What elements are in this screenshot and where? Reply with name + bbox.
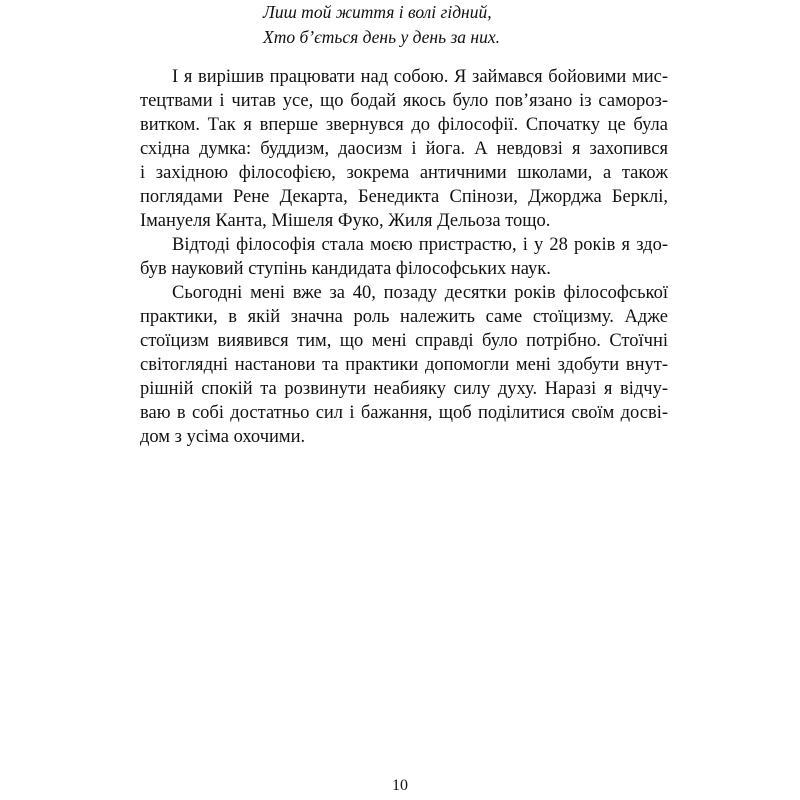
text-line: поглядами Рене Декарта, Бенедикта Спінози, Джорджа Берклі,	[140, 187, 668, 207]
text-line: і західною філософією, зокрема античними школами, а також	[140, 163, 668, 183]
text-line: східна думка: буддизм, даосизм і йога. А невдовзі я захопився	[140, 139, 668, 159]
text-line: стоїцизм виявився тим, що мені справді було потрібно. Стоїчні	[140, 331, 668, 351]
text-line: світоглядні настанови та практики допомогли мені здобути внут-	[140, 355, 668, 375]
text-line: Імануеля Канта, Мішеля Фуко, Жиля Дельоза тощо.	[140, 211, 551, 231]
text-line: практики, в якій значна роль належить саме стоїцизму. Адже	[140, 307, 668, 327]
epigraph	[263, 0, 500, 50]
text-line: тецтвами і читав усе, що бодай якось було пов’язано із саморoз-	[140, 91, 668, 111]
text-line: ваю в собі достатньо сил і бажання, щоб поділитися своїм досві-	[140, 403, 668, 423]
page-number: 10	[392, 777, 408, 794]
text-line: дом з усіма охочими.	[140, 427, 306, 447]
text-line: Відтоді філософія стала моєю пристрастю, і у 28 років я здо-	[172, 235, 668, 255]
text-line: витком. Так я вперше звернувся до філософії. Спочатку це була	[140, 115, 668, 135]
paragraph	[140, 233, 668, 281]
text-line: І я вирішив працювати над собою. Я займався бойовими мис-	[172, 67, 668, 87]
text-line: Сьогодні мені вже за 40, позаду десятки років філософської	[172, 283, 668, 303]
text-line: рішній спокій та розвинути неабияку силу духу. Наразі я відчу-	[140, 379, 668, 399]
paragraph	[140, 281, 668, 449]
paragraph	[140, 65, 668, 233]
epigraph-line: Хто б’ється день у день за них.	[263, 27, 500, 47]
text-line: був науковий ступінь кандидата філософських наук.	[140, 259, 551, 279]
epigraph-line: Лиш той життя і волі гідний,	[263, 2, 492, 22]
main-text	[140, 65, 668, 449]
